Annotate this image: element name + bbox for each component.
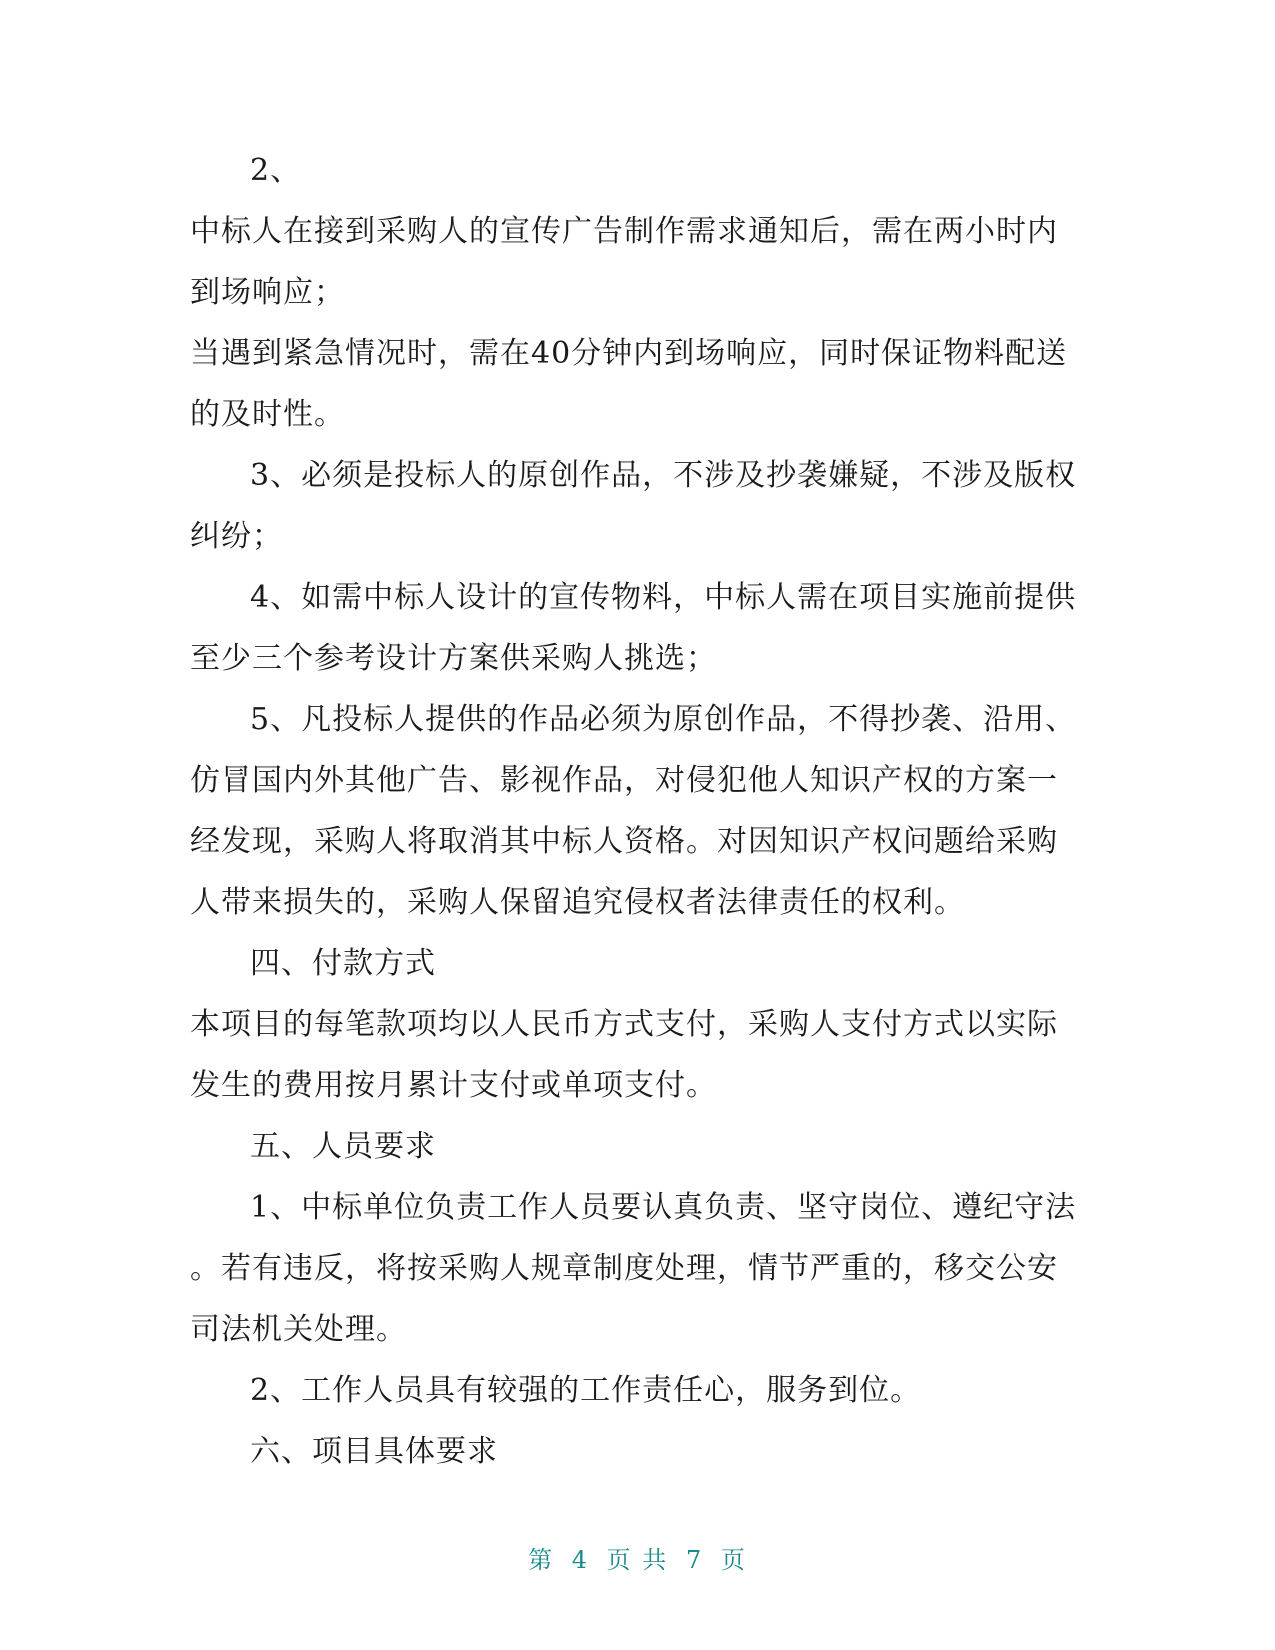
paragraph-line: 至少三个参考设计方案供采购人挑选； bbox=[190, 641, 717, 676]
paragraph-line: 2、工作人员具有较强的工作责任心，服务到位。 bbox=[250, 1373, 922, 1408]
paragraph-line: 3、必须是投标人的原创作品，不涉及抄袭嫌疑，不涉及版权 bbox=[250, 458, 1077, 493]
section-heading: 四、付款方式 bbox=[250, 946, 436, 981]
section-heading: 五、人员要求 bbox=[250, 1129, 436, 1164]
paragraph-line: 2、 bbox=[250, 153, 302, 188]
paragraph-line: 纠纷； bbox=[190, 519, 283, 554]
paragraph-line: 当遇到紧急情况时，需在40分钟内到场响应，同时保证物料配送 bbox=[190, 336, 1068, 371]
paragraph-line: 司法机关处理。 bbox=[190, 1312, 407, 1347]
paragraph-line: 的及时性。 bbox=[190, 397, 345, 432]
footer-prefix: 第 bbox=[528, 1546, 555, 1574]
section-heading: 六、项目具体要求 bbox=[250, 1434, 498, 1469]
paragraph-line: 人带来损失的，采购人保留追究侵权者法律责任的权利。 bbox=[190, 885, 965, 920]
total-pages-number: 7 bbox=[685, 1546, 704, 1574]
footer-middle: 页 共 bbox=[606, 1546, 669, 1574]
paragraph-line: 到场响应； bbox=[190, 275, 345, 310]
paragraph-line: 中标人在接到采购人的宣传广告制作需求通知后，需在两小时内 bbox=[190, 214, 1058, 249]
paragraph-line: 。若有违反，将按采购人规章制度处理，情节严重的，移交公安 bbox=[190, 1251, 1058, 1286]
document-body bbox=[190, 140, 1090, 1482]
paragraph-line: 仿冒国内外其他广告、影视作品，对侵犯他人知识产权的方案一 bbox=[190, 763, 1058, 798]
paragraph-line: 经发现，采购人将取消其中标人资格。对因知识产权问题给采购 bbox=[190, 824, 1058, 859]
page-footer bbox=[0, 1540, 1275, 1575]
paragraph-line: 5、凡投标人提供的作品必须为原创作品，不得抄袭、沿用、 bbox=[250, 702, 1077, 737]
footer-suffix: 页 bbox=[720, 1546, 747, 1574]
paragraph-line: 本项目的每笔款项均以人民币方式支付，采购人支付方式以实际 bbox=[190, 1007, 1058, 1042]
current-page-number: 4 bbox=[571, 1546, 590, 1574]
paragraph-line: 发生的费用按月累计支付或单项支付。 bbox=[190, 1068, 717, 1103]
paragraph-line: 1、中标单位负责工作人员要认真负责、坚守岗位、遵纪守法 bbox=[250, 1190, 1077, 1225]
paragraph-line: 4、如需中标人设计的宣传物料，中标人需在项目实施前提供 bbox=[250, 580, 1077, 615]
